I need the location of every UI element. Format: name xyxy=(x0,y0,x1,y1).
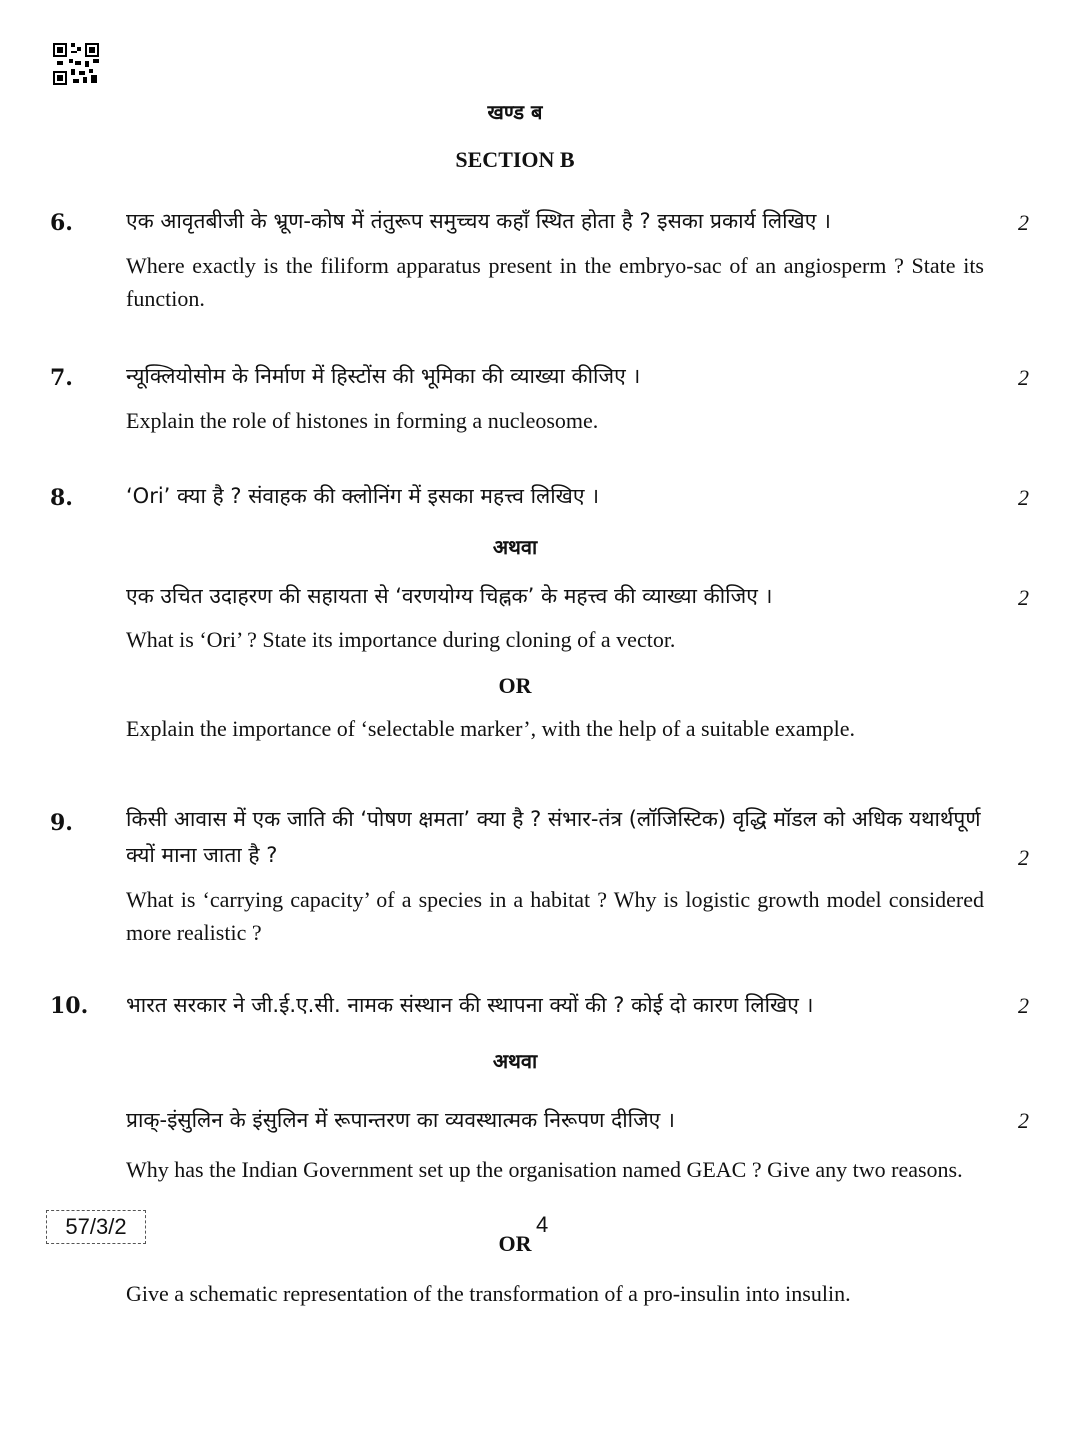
question-text-hindi: किसी आवास में एक जाति की ‘पोषण क्षमता’ क्या है ? संभार-तंत्र (लॉजिस्टिक) वृद्धि मॉडल को अधिक यथार्थपूर्ण क्यों माना जाता है ? xyxy=(126,807,981,867)
or-divider-hindi: अथवा xyxy=(492,535,538,559)
alternative-question-hindi: प्राक्-इंसुलिन के इंसुलिन में रूपान्तरण का व्यवस्थात्मक निरूपण दीजिए । xyxy=(126,1108,675,1132)
question-marks: 2 xyxy=(1018,585,1029,610)
question-text: Why has the Indian Government set up the organisation named GEAC ? Give any two reasons. xyxy=(126,1157,963,1182)
question-marks: 2 xyxy=(1018,365,1029,390)
question-text: Explain the role of histones in forming a nucleosome. xyxy=(126,408,599,433)
question-marks: 2 xyxy=(1018,210,1029,235)
question-text: What is ‘Ori’ ? State its importance during cloning of a vector. xyxy=(126,627,676,652)
question-text: What is ‘carrying capacity’ of a species in a habitat ? Why is logistic growth model considered more realistic ? xyxy=(126,887,984,945)
question-marks: 2 xyxy=(1018,993,1029,1018)
question-text-hindi: न्यूक्लियोसोम के निर्माण में हिस्टोंस की भूमिका की व्याख्या कीजिए । xyxy=(126,364,641,388)
qr-code xyxy=(53,43,99,85)
or-divider: OR xyxy=(498,1231,532,1256)
question-text-hindi: एक आवृतबीजी के भ्रूण-कोष में तंतुरूप समुच्चय कहाँ स्थित होता है ? इसका प्रकार्य लिखिए । xyxy=(126,209,831,233)
or-divider-hindi: अथवा xyxy=(492,1049,538,1073)
question-text-hindi: भारत सरकार ने जी.ई.ए.सी. नामक संस्थान की स्थापना क्यों की ? कोई दो कारण लिखिए । xyxy=(126,993,814,1017)
page-number: 4 xyxy=(536,1212,549,1237)
paper-code: 57/3/2 xyxy=(46,1210,146,1244)
alternative-question-text: Explain the importance of ‘selectable marker’, with the help of a suitable example. xyxy=(126,716,855,741)
question-marks: 2 xyxy=(1018,845,1029,870)
question-number: 6. xyxy=(50,210,73,236)
question-marks: 2 xyxy=(1018,485,1029,510)
question-marks: 2 xyxy=(1018,1108,1029,1133)
alternative-question-text: Give a schematic representation of the transformation of a pro-insulin into insulin. xyxy=(126,1281,851,1306)
section-heading-hindi: खण्ड ब xyxy=(487,100,543,124)
question-text: Where exactly is the filiform apparatus present in the embryo-sac of an angiosperm ? State its function. xyxy=(126,253,984,311)
question-number: 7. xyxy=(50,365,73,391)
question-number: 10. xyxy=(50,993,89,1019)
question-number: 8. xyxy=(50,485,73,511)
alternative-question-hindi: एक उचित उदाहरण की सहायता से ‘वरणयोग्य चिह्नक’ के महत्त्व की व्याख्या कीजिए । xyxy=(126,584,773,608)
question-text-hindi: ‘Ori’ क्या है ? संवाहक की क्लोनिंग में इसका महत्त्व लिखिए । xyxy=(126,484,600,508)
or-divider: OR xyxy=(498,673,532,698)
section-heading: SECTION B xyxy=(455,147,575,172)
question-number: 9. xyxy=(50,810,73,836)
